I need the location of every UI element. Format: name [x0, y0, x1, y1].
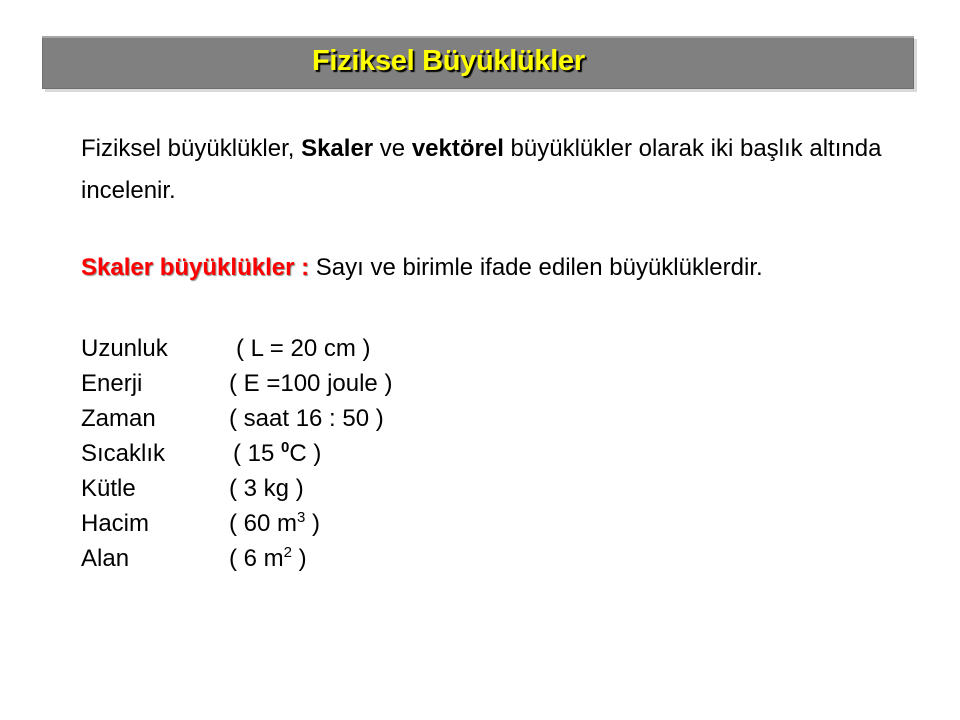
example-value-pre: ( 6 m	[229, 545, 284, 572]
example-name: Uzunluk	[81, 335, 168, 362]
slide-title: Fiziksel Büyüklükler	[312, 45, 585, 77]
example-name: Alan	[81, 545, 130, 572]
intro-text-1: Fiziksel büyüklükler,	[81, 135, 302, 162]
example-value-sup: 0	[281, 439, 290, 456]
example-value	[229, 508, 320, 543]
example-name: Kütle	[81, 475, 136, 502]
intro-text-3: büyüklükler olarak iki başlık altında incelenir.	[81, 135, 882, 204]
example-value	[229, 543, 307, 578]
example-value	[233, 438, 321, 473]
example-value-pre: ( 15	[233, 440, 282, 467]
intro-paragraph	[81, 128, 921, 212]
example-value: ( 3 kg )	[229, 475, 304, 502]
example-value-sup: 2	[283, 544, 293, 561]
example-value-pre: ( 60 m	[229, 510, 298, 537]
example-name: Hacim	[81, 510, 150, 537]
example-name: Zaman	[81, 405, 156, 432]
example-value-post: C )	[289, 440, 322, 467]
example-value: ( L = 20 cm )	[236, 335, 371, 362]
example-name: Sıcaklık	[81, 440, 166, 467]
title-bar	[42, 36, 914, 89]
intro-text-2: ve	[373, 135, 412, 162]
definition-term: Skaler büyüklükler :	[81, 254, 310, 281]
definition-line	[81, 252, 921, 284]
example-value: ( saat 16 : 50 )	[229, 405, 384, 432]
example-value-post: )	[305, 510, 321, 537]
example-name: Enerji	[81, 370, 143, 397]
example-value: ( E =100 joule )	[229, 370, 393, 397]
example-value-sup: 3	[297, 509, 306, 526]
intro-bold-vektorel: vektörel	[411, 135, 504, 162]
definition-text: Sayı ve birimle ifade edilen büyüklüklerdir.	[309, 254, 763, 281]
intro-bold-skaler: Skaler	[301, 135, 374, 162]
example-value-post: )	[292, 545, 307, 572]
